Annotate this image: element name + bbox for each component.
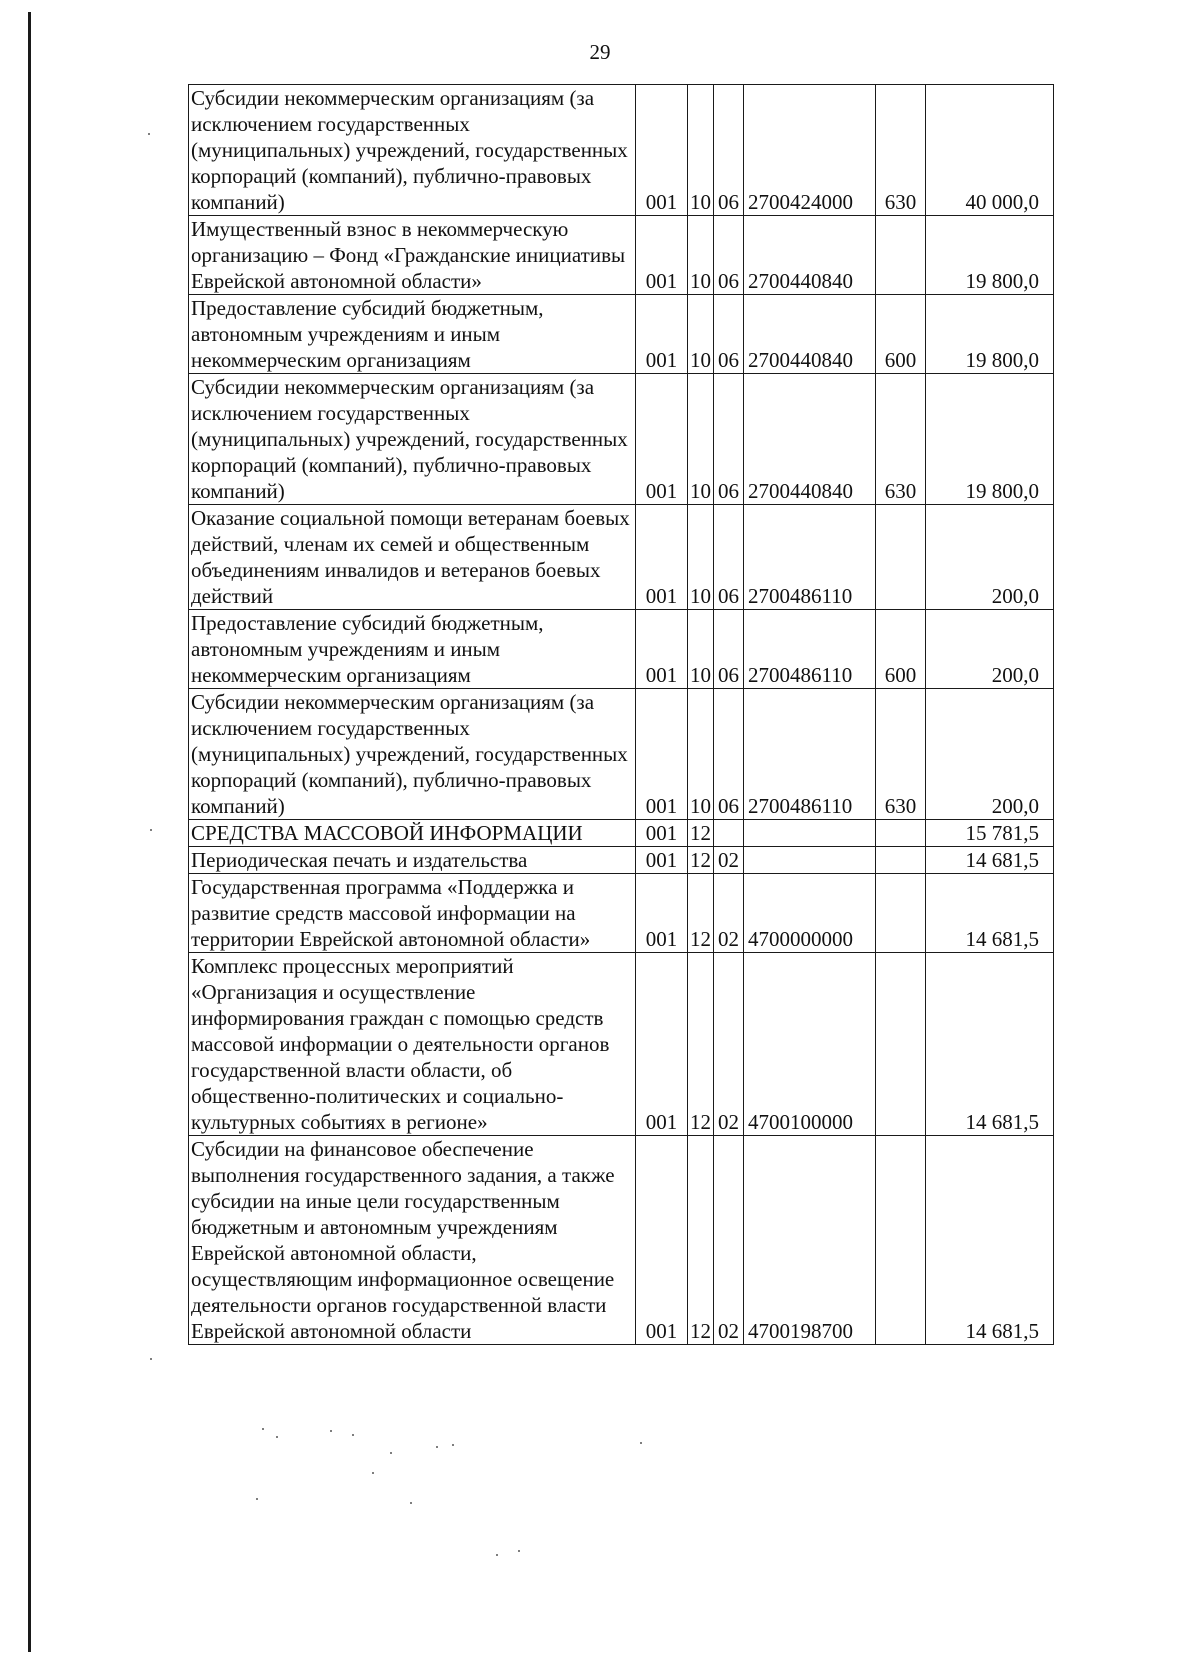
expense-type-cell: 630: [876, 85, 926, 216]
table-row: [189, 820, 1054, 847]
item-name-cell: СРЕДСТВА МАССОВОЙ ИНФОРМАЦИИ: [189, 820, 636, 847]
grbs-code-cell: 001: [636, 295, 688, 374]
expense-type-cell: [876, 874, 926, 953]
subsection-code-cell: 06: [714, 216, 744, 295]
item-name-cell: Субсидии на финансовое обеспечение выполнения государственного задания, а также субсидии на иные цели государственным бюджетным и автономным учреждениям Еврейской автономной области, осуществляющим информационное освещение деятельности органов государственной власти Еврейской автономной области: [189, 1136, 636, 1345]
target-article-cell: 4700100000: [744, 953, 876, 1136]
budget-table-body: [189, 85, 1054, 1345]
item-name-cell: Субсидии некоммерческим организациям (за исключением государственных (муниципальных) учреждений, государственных корпораций (компаний), публично-правовых компаний): [189, 85, 636, 216]
expense-type-cell: [876, 1136, 926, 1345]
grbs-code-cell: 001: [636, 374, 688, 505]
expense-type-cell: 630: [876, 689, 926, 820]
item-name-cell: Периодическая печать и издательства: [189, 847, 636, 874]
subsection-code-cell: 06: [714, 295, 744, 374]
table-row: [189, 216, 1054, 295]
section-code-cell: 10: [688, 610, 714, 689]
amount-cell: 40 000,0: [926, 85, 1054, 216]
scan-border-line: [28, 12, 31, 1652]
section-code-cell: 12: [688, 1136, 714, 1345]
table-row: [189, 689, 1054, 820]
amount-cell: 200,0: [926, 689, 1054, 820]
item-name-cell: Государственная программа «Поддержка и развитие средств массовой информации на территории Еврейской автономной области»: [189, 874, 636, 953]
target-article-cell: 2700486110: [744, 610, 876, 689]
section-code-cell: 12: [688, 847, 714, 874]
section-code-cell: 10: [688, 374, 714, 505]
expense-type-cell: [876, 820, 926, 847]
target-article-cell: 4700000000: [744, 874, 876, 953]
expense-type-cell: 600: [876, 295, 926, 374]
grbs-code-cell: 001: [636, 874, 688, 953]
grbs-code-cell: 001: [636, 820, 688, 847]
item-name-cell: Оказание социальной помощи ветеранам боевых действий, членам их семей и общественным объединениям инвалидов и ветеранов боевых действий: [189, 505, 636, 610]
amount-cell: 19 800,0: [926, 374, 1054, 505]
grbs-code-cell: 001: [636, 953, 688, 1136]
subsection-code-cell: 02: [714, 953, 744, 1136]
amount-cell: 19 800,0: [926, 295, 1054, 374]
budget-table: [188, 84, 1054, 1345]
page-number: 29: [589, 40, 611, 64]
amount-cell: 14 681,5: [926, 953, 1054, 1136]
subsection-code-cell: 06: [714, 374, 744, 505]
section-code-cell: 10: [688, 295, 714, 374]
section-code-cell: 12: [688, 874, 714, 953]
item-name-cell: Предоставление субсидий бюджетным, автономным учреждениям и иным некоммерческим организациям: [189, 295, 636, 374]
subsection-code-cell: 02: [714, 1136, 744, 1345]
subsection-code-cell: 02: [714, 847, 744, 874]
expense-type-cell: [876, 216, 926, 295]
amount-cell: 15 781,5: [926, 820, 1054, 847]
subsection-code-cell: [714, 820, 744, 847]
item-name-cell: Предоставление субсидий бюджетным, автономным учреждениям и иным некоммерческим организациям: [189, 610, 636, 689]
target-article-cell: 2700424000: [744, 85, 876, 216]
target-article-cell: [744, 847, 876, 874]
section-code-cell: 10: [688, 85, 714, 216]
amount-cell: 14 681,5: [926, 847, 1054, 874]
grbs-code-cell: 001: [636, 847, 688, 874]
section-code-cell: 12: [688, 820, 714, 847]
amount-cell: 200,0: [926, 610, 1054, 689]
target-article-cell: 2700440840: [744, 374, 876, 505]
grbs-code-cell: 001: [636, 610, 688, 689]
table-row: [189, 847, 1054, 874]
item-name-cell: Субсидии некоммерческим организациям (за исключением государственных (муниципальных) учреждений, государственных корпораций (компаний), публично-правовых компаний): [189, 689, 636, 820]
table-row: [189, 610, 1054, 689]
section-code-cell: 10: [688, 216, 714, 295]
target-article-cell: 2700486110: [744, 505, 876, 610]
table-row: [189, 505, 1054, 610]
target-article-cell: 2700486110: [744, 689, 876, 820]
target-article-cell: 2700440840: [744, 216, 876, 295]
amount-cell: 14 681,5: [926, 1136, 1054, 1345]
expense-type-cell: [876, 847, 926, 874]
amount-cell: 200,0: [926, 505, 1054, 610]
amount-cell: 14 681,5: [926, 874, 1054, 953]
grbs-code-cell: 001: [636, 505, 688, 610]
item-name-cell: Комплекс процессных мероприятий «Организация и осуществление информирования граждан с помощью средств массовой информации о деятельности органов государственной власти области, об общественно-политических и социально-культурных событиях в регионе»: [189, 953, 636, 1136]
subsection-code-cell: 06: [714, 610, 744, 689]
target-article-cell: 4700198700: [744, 1136, 876, 1345]
grbs-code-cell: 001: [636, 1136, 688, 1345]
table-row: [189, 85, 1054, 216]
expense-type-cell: 630: [876, 374, 926, 505]
table-row: [189, 295, 1054, 374]
expense-type-cell: [876, 953, 926, 1136]
grbs-code-cell: 001: [636, 689, 688, 820]
grbs-code-cell: 001: [636, 85, 688, 216]
section-code-cell: 10: [688, 689, 714, 820]
target-article-cell: [744, 820, 876, 847]
item-name-cell: Имущественный взнос в некоммерческую организацию – Фонд «Гражданские инициативы Еврейской автономной области»: [189, 216, 636, 295]
section-code-cell: 10: [688, 505, 714, 610]
subsection-code-cell: 06: [714, 505, 744, 610]
target-article-cell: 2700440840: [744, 295, 876, 374]
item-name-cell: Субсидии некоммерческим организациям (за исключением государственных (муниципальных) учреждений, государственных корпораций (компаний), публично-правовых компаний): [189, 374, 636, 505]
grbs-code-cell: 001: [636, 216, 688, 295]
subsection-code-cell: 06: [714, 689, 744, 820]
table-row: [189, 374, 1054, 505]
table-row: [189, 953, 1054, 1136]
expense-type-cell: 600: [876, 610, 926, 689]
table-row: [189, 1136, 1054, 1345]
subsection-code-cell: 02: [714, 874, 744, 953]
amount-cell: 19 800,0: [926, 216, 1054, 295]
table-row: [189, 874, 1054, 953]
section-code-cell: 12: [688, 953, 714, 1136]
expense-type-cell: [876, 505, 926, 610]
subsection-code-cell: 06: [714, 85, 744, 216]
